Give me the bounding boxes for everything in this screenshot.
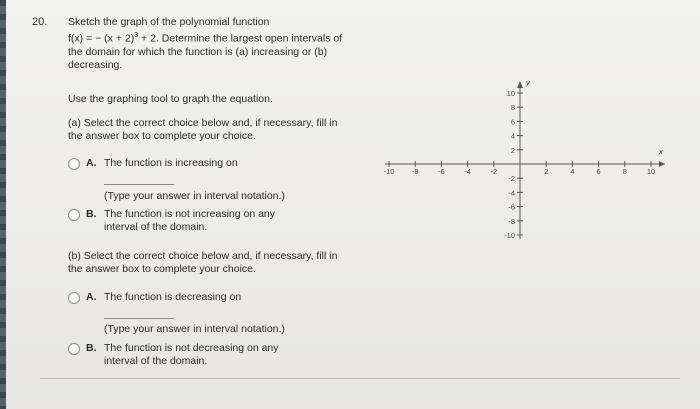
y-tick-label: 4: [510, 131, 515, 141]
part-b-choice-a-letter: A.: [86, 291, 97, 303]
part-b-choice-b-letter: B.: [86, 342, 97, 354]
y-tick-label: -10: [504, 231, 515, 240]
prompt-line-4: decreasing.: [68, 58, 123, 71]
x-tick-label: 6: [596, 167, 601, 176]
part-a-instruction-line-1: (a) Select the correct choice below and, if necessary, fill in: [68, 117, 338, 129]
x-tick-label: -6: [438, 167, 445, 176]
function-expression-rest: + 2. Determine the largest open intervals of: [138, 32, 343, 45]
part-a-choice-b-line-2: interval of the domain.: [104, 221, 208, 233]
y-tick-label: 8: [510, 103, 515, 113]
graphing-instruction: Use the graphing tool to graph the equation.: [68, 93, 273, 105]
part-a-hint: (Type your answer in interval notation.): [104, 190, 285, 202]
x-tick-label: 8: [622, 167, 627, 176]
y-tick-label: -8: [508, 216, 515, 226]
x-tick-label: -10: [383, 167, 395, 176]
prompt-line-3: the domain for which the function is (a) increasing or (b): [68, 45, 328, 58]
x-axis-ticks: [384, 161, 656, 176]
y-tick-label: 10: [506, 89, 515, 98]
part-a-instruction-line-2: the answer box to complete your choice.: [68, 130, 256, 142]
x-tick-label: -2: [490, 167, 498, 176]
x-tick-label: 4: [570, 167, 575, 176]
x-tick-label: -8: [411, 167, 419, 176]
x-tick-label: -4: [464, 167, 471, 176]
function-exponent: 3: [134, 32, 139, 39]
prompt-line-1: Sketch the graph of the polynomial function: [68, 16, 270, 28]
x-tick-label: 10: [646, 167, 656, 176]
y-axis-label: y: [526, 78, 530, 87]
y-axis-arrow-icon: [517, 81, 523, 88]
part-b-choice-b-line-1: The function is not decreasing on any: [104, 342, 279, 354]
part-b-instruction-line-1: (b) Select the correct choice below and, if necessary, fill in: [68, 250, 338, 262]
x-tick-label: 2: [544, 167, 549, 176]
function-expression: f(x) = − (x + 2): [68, 32, 135, 45]
part-b-choice-a-text: The function is decreasing on: [104, 291, 242, 303]
part-b-hint: (Type your answer in interval notation.): [104, 323, 285, 335]
x-axis-arrow-icon: [659, 161, 665, 167]
y-tick-label: 6: [510, 117, 515, 127]
part-a-choice-a-letter: A.: [86, 157, 97, 169]
question-number: 20.: [32, 16, 48, 28]
y-tick-label: 2: [510, 145, 515, 155]
y-tick-label: -2: [508, 174, 515, 184]
y-tick-label: -6: [508, 202, 515, 212]
part-b-instruction-line-2: the answer box to complete your choice.: [68, 263, 256, 275]
part-a-choice-b-letter: B.: [86, 208, 97, 220]
part-a-choice-a-text: The function is increasing on: [104, 157, 238, 169]
part-b-choice-b-line-2: interval of the domain.: [104, 355, 208, 367]
y-tick-label: -4: [508, 188, 515, 198]
part-a-choice-b-line-1: The function is not increasing on any: [104, 208, 276, 220]
x-axis-label: x: [659, 147, 663, 156]
graph-axes: [385, 78, 665, 239]
